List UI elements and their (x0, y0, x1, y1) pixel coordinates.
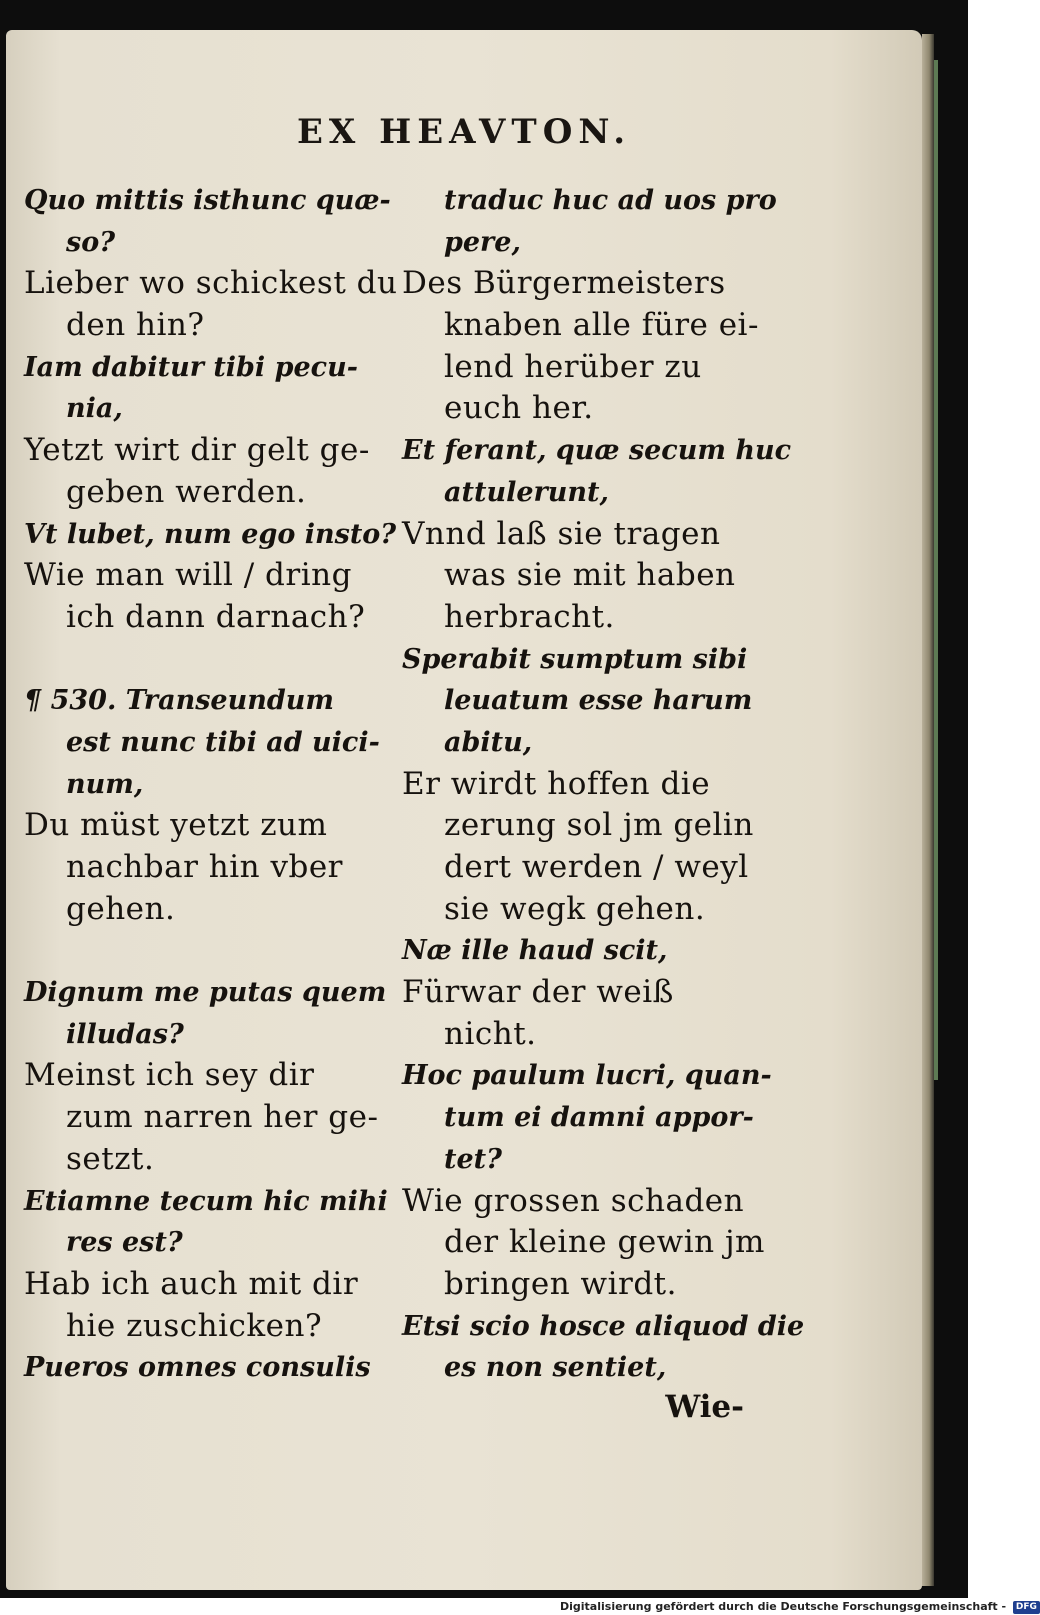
text-line: dert werden / weyl (444, 849, 749, 885)
text-line: knaben alle füre ei- (444, 307, 759, 344)
text-line: euch her. (444, 390, 594, 427)
text-line: nicht. (444, 1015, 537, 1052)
text-line: num, (66, 768, 144, 800)
text-line: Pueros omnes consulis (24, 1352, 371, 1384)
text-line: der kleine gewin jm (444, 1224, 765, 1261)
text-line: Quo mittis isthunc quæ- (24, 185, 391, 216)
text-line: Etiamne tecum hic mihi (24, 1185, 388, 1217)
right-text-column (402, 180, 805, 1425)
text-line: lend herüber zu (444, 348, 702, 385)
dfg-logo: DFG (1013, 1601, 1040, 1614)
text-line: hie zuschicken? (66, 1307, 323, 1344)
text-line: Hoc paulum lucri, quan- (402, 1060, 772, 1092)
text-line: sie wegk gehen. (444, 890, 706, 927)
text-line: setzt. (66, 1140, 155, 1177)
text-line: Fürwar der weiß (402, 974, 674, 1011)
text-line: Dignum me putas quem (24, 977, 387, 1009)
text-line: leuatum esse harum (444, 685, 753, 717)
text-line: so? (66, 226, 116, 258)
text-line: Lieber wo schickest du (24, 265, 398, 302)
text-line: tet? (444, 1143, 502, 1175)
text-line: was sie mit haben (444, 557, 736, 594)
text-line: nia, (66, 393, 123, 425)
text-line (24, 930, 374, 972)
text-line: Vnnd laß sie tragen (402, 515, 721, 552)
text-line: tum ei damni appor- (444, 1102, 754, 1134)
text-line: ich dann darnach? (66, 598, 366, 635)
text-line: Et ferant, quæ secum huc (402, 435, 792, 467)
text-line: Wie man will / dring (24, 557, 352, 594)
text-line (24, 639, 374, 681)
text-line: Yetzt wirt dir gelt ge- (24, 432, 370, 469)
text-line: est nunc tibi ad uici- (66, 726, 380, 758)
text-line: res est? (66, 1227, 183, 1259)
text-line: den hin? (66, 307, 205, 344)
text-line: Des Bürgermeisters (402, 265, 726, 302)
text-line: zerung sol jm gelin (444, 807, 754, 844)
text-line: es non sentiet, (444, 1352, 667, 1384)
text-line: Meinst ich sey dir (24, 1057, 315, 1094)
text-line: Sperabit sumptum sibi (402, 643, 748, 675)
text-line: attulerunt, (444, 476, 609, 508)
text-line: bringen wirdt. (444, 1265, 677, 1302)
text-line: Er wirdt hoffen die (402, 765, 711, 802)
left-text-column (24, 180, 398, 1389)
right-text-lines (402, 180, 805, 1389)
text-line: Hab ich auch mit dir (24, 1265, 359, 1302)
text-line: Du müst yetzt zum (24, 807, 328, 844)
footer-text: Digitalisierung gefördert durch die Deutsche Forschungsgemeinschaft - (560, 1600, 1007, 1613)
text-line: Iam dabitur tibi pecu- (24, 351, 358, 383)
text-line: ¶ 530. Transeundum (24, 685, 334, 717)
book-page (6, 30, 922, 1590)
text-line: geben werden. (66, 473, 307, 510)
catchword: Wie- (665, 1388, 744, 1425)
text-line: Etsi scio hosce aliquod die (402, 1310, 805, 1342)
running-header: EX HEAVTON. (296, 112, 632, 152)
color-strip (934, 60, 938, 1080)
text-line: pere, (444, 226, 521, 258)
text-line: Næ ille haud scit, (402, 935, 668, 967)
text-line: Wie grossen schaden (402, 1182, 745, 1219)
text-line: Vt lubet, num ego insto? (24, 518, 397, 550)
text-line: traduc huc ad uos pro (444, 185, 777, 216)
text-line: gehen. (66, 890, 176, 927)
text-line: abitu, (444, 726, 533, 758)
text-line: zum narren her ge- (66, 1099, 379, 1136)
footer-credit (560, 1598, 1037, 1615)
text-line: illudas? (66, 1018, 184, 1050)
page-edge (922, 34, 934, 1586)
text-line: herbracht. (444, 598, 615, 635)
text-line: nachbar hin vber (66, 849, 343, 885)
